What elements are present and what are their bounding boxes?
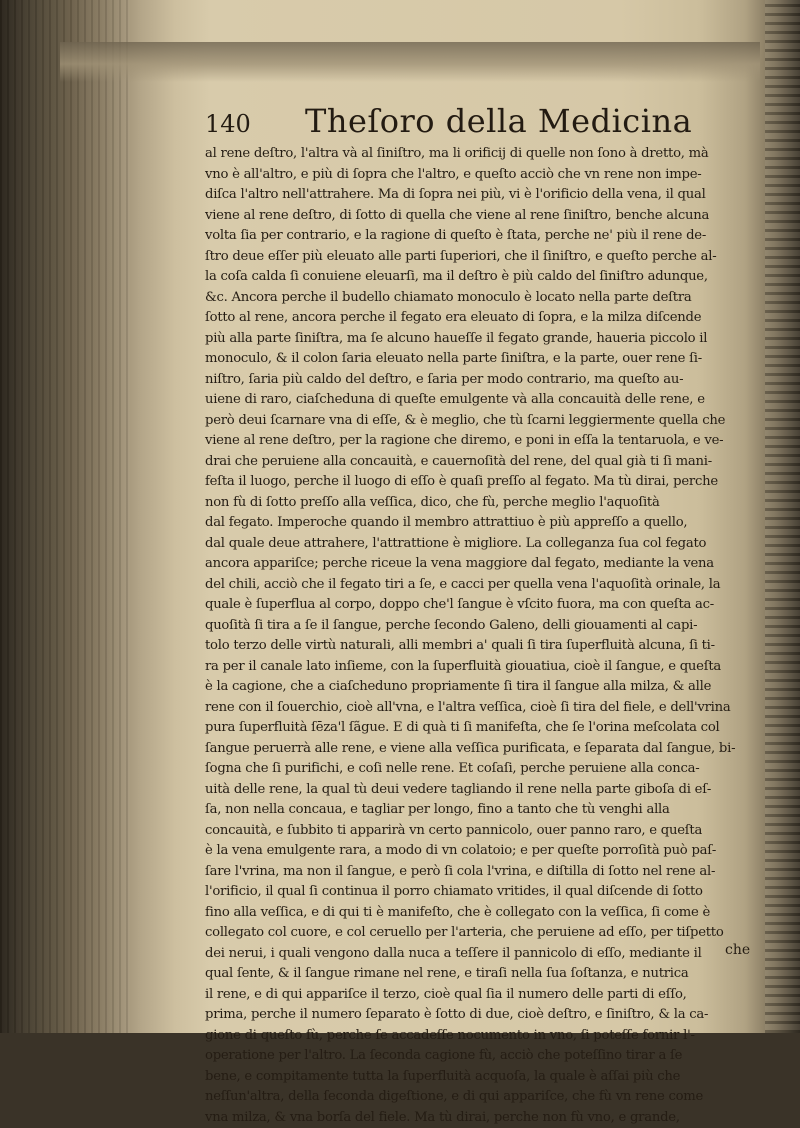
text-line: al rene deſtro, l'altra và al ſiniſtro, ma li orificij di quelle non ſono à dretto, mà — [205, 144, 767, 165]
text-line: del chili, acciò che il fegato tiri a ſe, e cacci per quella vena l'aquoſità orinale, la — [205, 575, 767, 596]
text-line: monoculo, & il colon ſaria eleuato nella parte ſiniſtra, e la parte, ouer rene ſi- — [205, 349, 767, 370]
text-line: ſogna che ſi purifichi, e coſi nelle rene. Et coſaſi, perche peruiene alla conca- — [205, 759, 767, 780]
text-line: dal fegato. Imperoche quando il membro attrattiuo è più appreſſo a quello, — [205, 513, 767, 534]
text-line: pura ſuperfluità ſēza'l ſãgue. E di quà ti ſi manifeſta, che ſe l'orina meſcolata col — [205, 718, 767, 739]
page-fore-edge — [765, 0, 800, 1033]
text-line: prima, perche il numero ſeparato è ſotto di due, cioè deſtro, e ſiniſtro, & la ca- — [205, 1005, 767, 1026]
text-line: bene, e compitamente tutta la ſuperfluità acquoſa, la quale è aſſai più che — [205, 1067, 767, 1088]
text-line: viene al rene deſtro, di ſotto di quella che viene al rene ſiniſtro, benche alcuna — [205, 206, 767, 227]
text-line: il rene, e di qui appariſce il terzo, cioè qual ſia il numero delle parti di eſſo, — [205, 985, 767, 1006]
page-number: 140 — [205, 110, 251, 138]
text-line: ancora appariſce; perche riceue la vena maggiore dal fegato, mediante la vena — [205, 554, 767, 575]
text-line: uiene di raro, ciaſcheduna di queſte emulgente và alla concauità delle rene, e — [205, 390, 767, 411]
text-line: non fù di ſotto preſſo alla veſſica, dico, che fù, perche meglio l'aquoſità — [205, 493, 767, 514]
text-line: dal quale deue attrahere, l'attrattione è migliore. La colleganza ſua col fegato — [205, 534, 767, 555]
text-line: quale è ſuperflua al corpo, doppo che'l ſangue è vſcito fuora, ma con queſta ac- — [205, 595, 767, 616]
text-line: fino alla veſſica, e di qui ti è manifeſto, che è collegato con la veſſica, ſi come è — [205, 903, 767, 924]
text-line: niſtro, ſaria più caldo del deſtro, e ſaria per modo contrario, ma queſto au- — [205, 370, 767, 391]
text-line: quoſità ſi tira a ſe il ſangue, perche ſecondo Galeno, delli giouamenti al capi- — [205, 616, 767, 637]
text-line: la coſa calda ſi conuiene eleuarſi, ma il deſtro è più caldo del ſiniſtro adunque, — [205, 267, 767, 288]
text-line: diſca l'altro nell'attrahere. Ma di ſopra nei più, vi è l'orificio della vena, il qual — [205, 185, 767, 206]
text-line: dei nerui, i quali vengono dalla nuca a teſſere il pannicolo di eſſo, mediante il — [205, 944, 767, 965]
book-gutter — [0, 0, 130, 1033]
catchword: che — [725, 942, 750, 958]
text-line: però deui ſcarnare vna di eſſe, & è meglio, che tù ſcarni leggiermente quella che — [205, 411, 767, 432]
text-line: &c. Ancora perche il budello chiamato monoculo è locato nella parte deſtra — [205, 288, 767, 309]
text-line: tolo terzo delle virtù naturali, alli membri a' quali ſi tira ſuperfluità alcuna, ſi ti- — [205, 636, 767, 657]
text-line: operatione per l'altro. La ſeconda cagione fù, acciò che poteſſino tirar a ſe — [205, 1046, 767, 1067]
running-head — [205, 102, 765, 146]
text-line: drai che peruiene alla concauità, e cauernoſità del rene, del qual già ti ſi mani- — [205, 452, 767, 473]
running-title: Theſoro della Medicina — [305, 102, 692, 140]
text-line: volta ſia per contrario, e la ragione di queſto è ſtata, perche ne' più il rene de- — [205, 226, 767, 247]
text-line: è la cagione, che a ciaſcheduno propriamente ſi tira il ſangue alla milza, & alle — [205, 677, 767, 698]
text-line: ſare l'vrina, ma non il ſangue, e però ſi cola l'vrina, e diſtilla di ſotto nel rene al- — [205, 862, 767, 883]
text-line: ſa, non nella concaua, e tagliar per longo, fino a tanto che tù venghi alla — [205, 800, 767, 821]
text-line: viene al rene deſtro, per la ragione che diremo, e poni in eſſa la tentaruola, e ve- — [205, 431, 767, 452]
text-line: vno è all'altro, e più di ſopra che l'altro, e queſto acciò che vn rene non impe- — [205, 165, 767, 186]
text-line: feſta il luogo, perche il luogo di eſſo è quaſi preſſo al fegato. Ma tù dirai, perche — [205, 472, 767, 493]
text-line: ſtro deue eſſer più eleuato alle parti ſuperiori, che il ſiniſtro, e queſto perche al- — [205, 247, 767, 268]
text-line: vna milza, & vna borſa del fiele. Ma tù dirai, perche non fù vno, e grande, — [205, 1108, 767, 1128]
text-line: l'orificio, il qual ſi continua il porro chiamato vritides, il qual diſcende di ſotto — [205, 882, 767, 903]
text-line: uità delle rene, la qual tù deui vedere tagliando il rene nella parte giboſa di eſ- — [205, 780, 767, 801]
text-line: più alla parte ſiniſtra, ma ſe alcuno haueſſe il fegato grande, haueria piccolo il — [205, 329, 767, 350]
text-line: concauità, e ſubbito ti apparirà vn certo pannicolo, ouer panno raro, e queſta — [205, 821, 767, 842]
body-text — [205, 144, 767, 974]
text-line: ſotto al rene, ancora perche il fegato era eleuato di ſopra, e la milza diſcende — [205, 308, 767, 329]
text-line: qual ſente, & il ſangue rimane nel rene, e tiraſi nella ſua ſoſtanza, e nutrica — [205, 964, 767, 985]
text-line: ra per il canale lato inſieme, con la ſuperfluità giouatiua, cioè il ſangue, e queſta — [205, 657, 767, 678]
text-line: collegato col cuore, e col ceruello per l'arteria, che peruiene ad eſſo, per tiſpetto — [205, 923, 767, 944]
text-line: gione di queſto fù, perche ſe accadeſſe nocumento in vno, ſi poteſſe fornir l'- — [205, 1026, 767, 1047]
text-line: è la vena emulgente rara, a modo di vn colatoio; e per queſte porroſità può paſ- — [205, 841, 767, 862]
text-line: ſangue peruerrà alle rene, e viene alla veſſica purificata, e ſeparata dal ſangue, bi- — [205, 739, 767, 760]
text-line: neſſun'altra, della ſeconda digeſtione, e di qui appariſce, che fù vn rene come — [205, 1087, 767, 1108]
page-top-edge — [60, 42, 760, 82]
text-line: rene con il ſouerchio, cioè all'vna, e l'altra veſſica, cioè ſi tira del fiele, e dell'vrina — [205, 698, 767, 719]
